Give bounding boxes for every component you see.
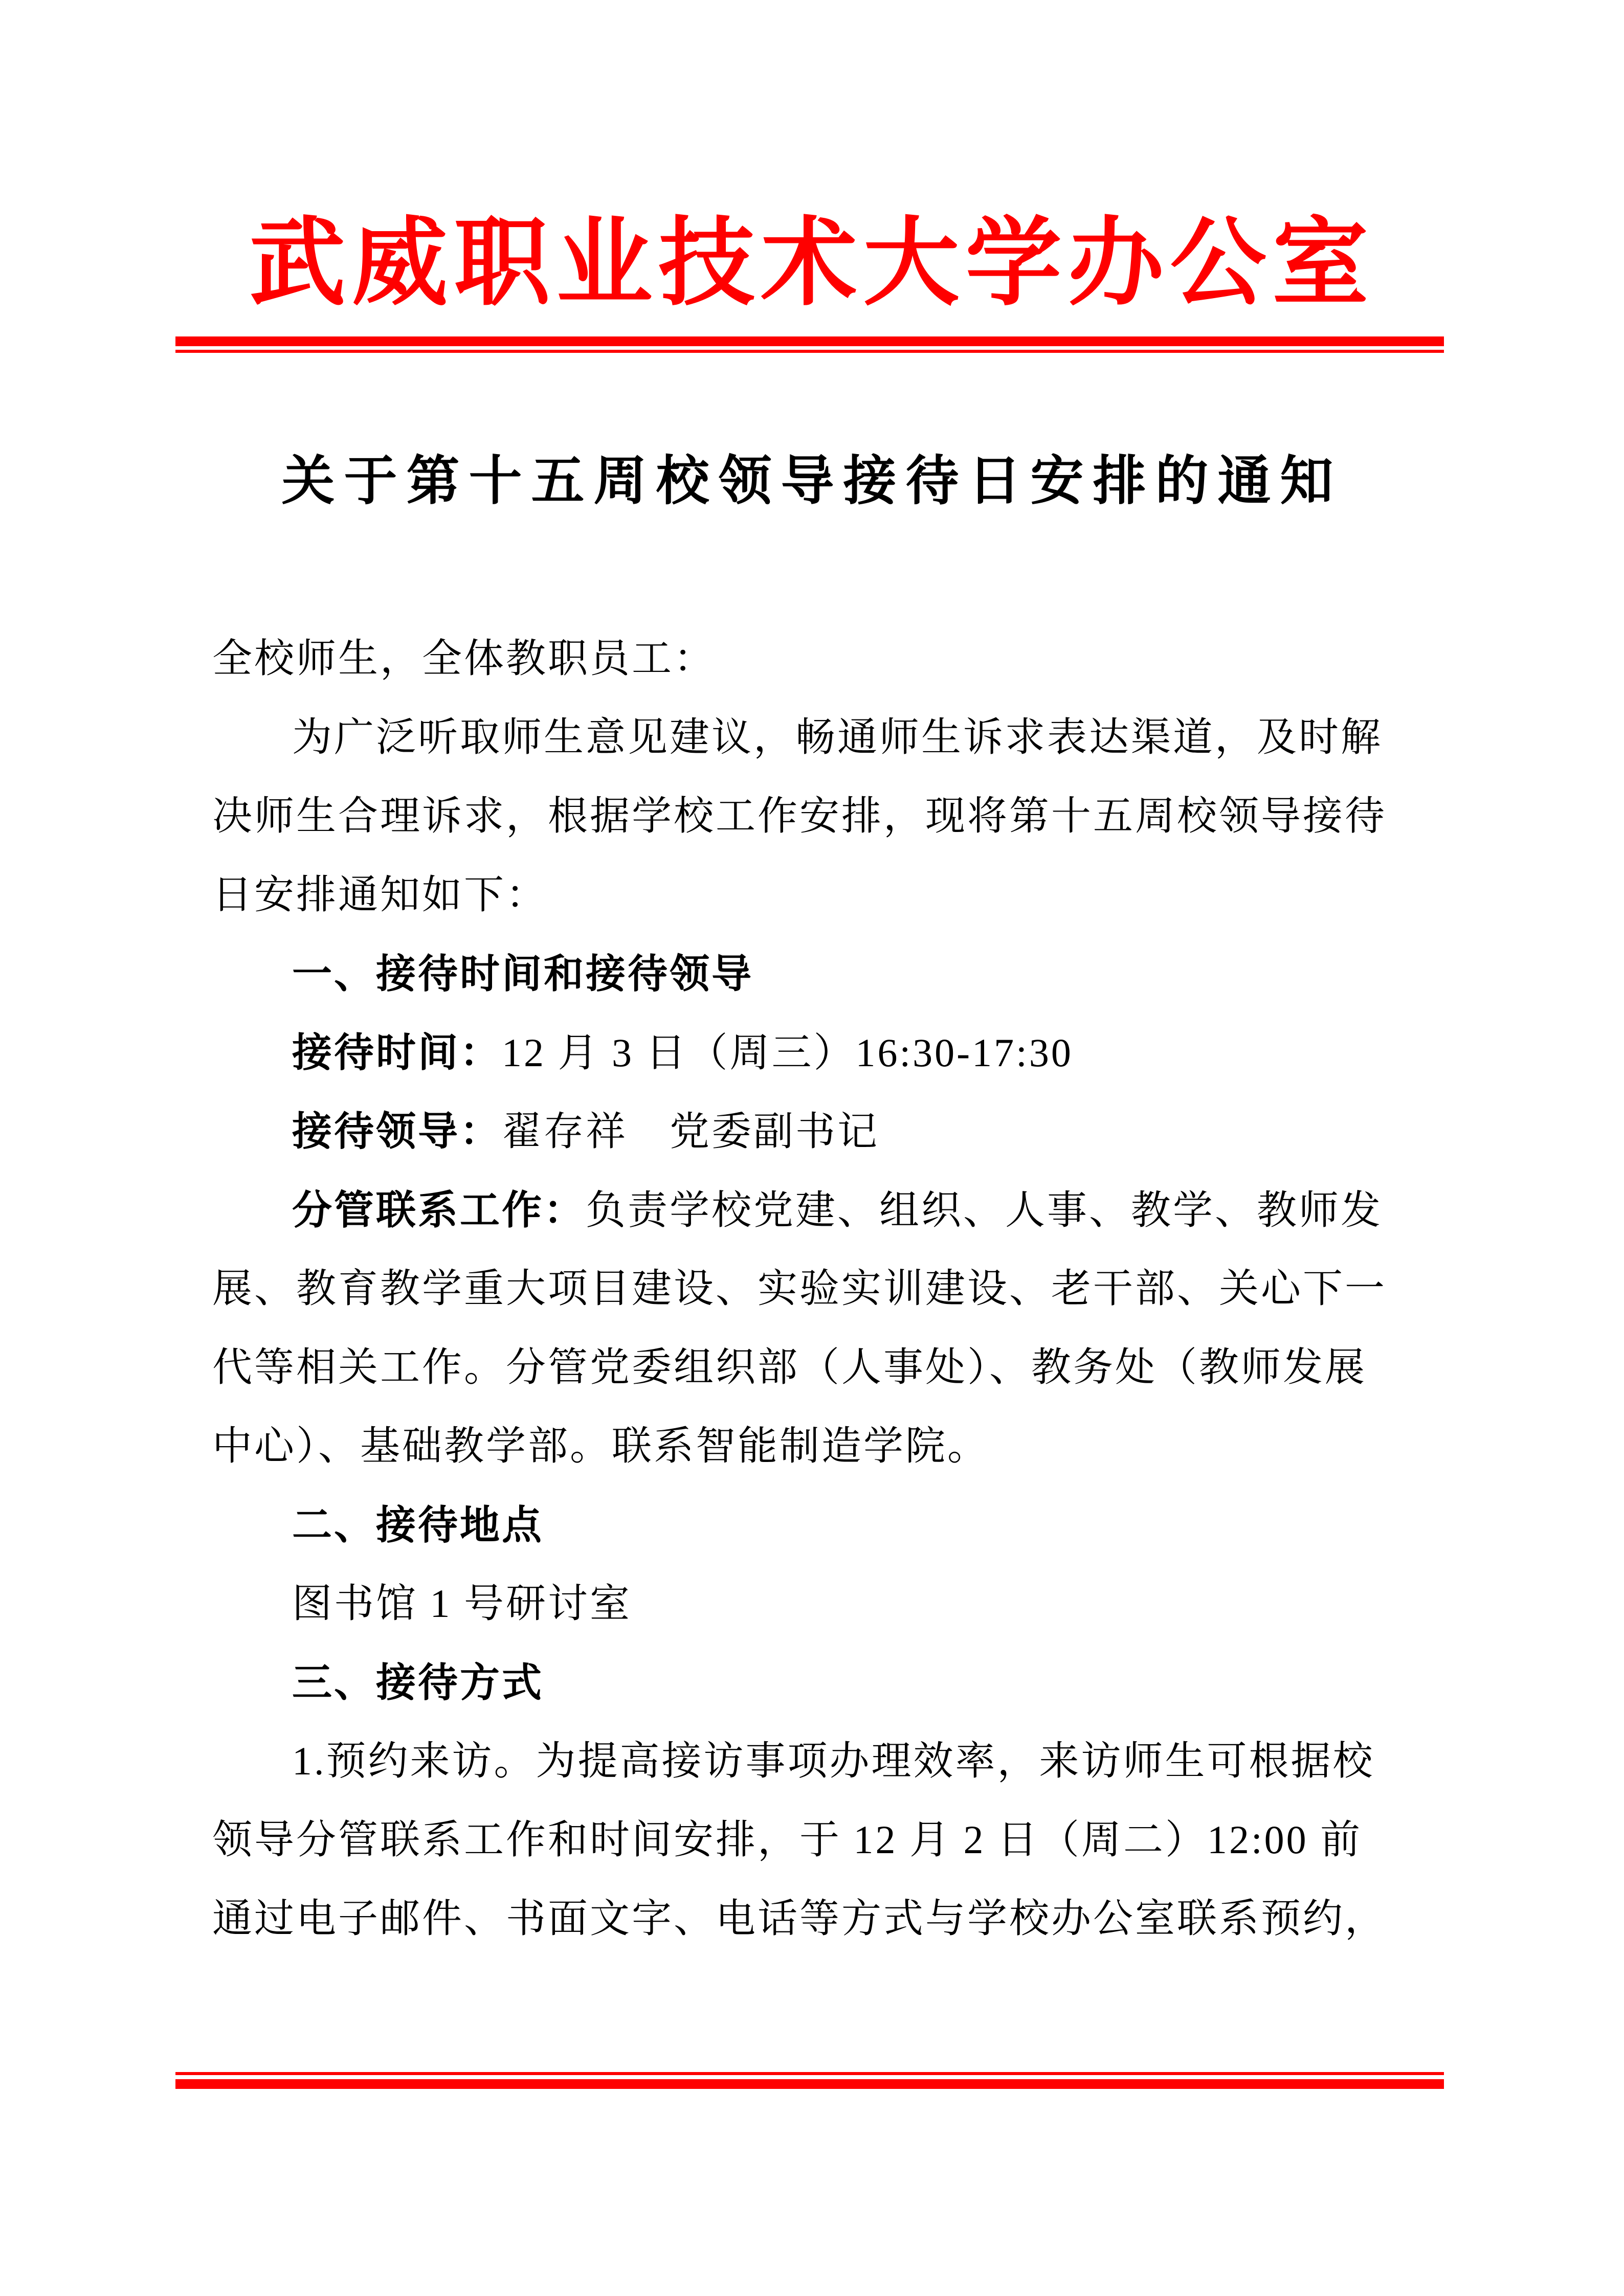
text-run: 展、教育教学重大项目建设、实验实训建设、老干部、关心下一 [212,1266,1387,1311]
text-run: 决师生合理诉求，根据学校工作安排，现将第十五周校领导接待 [212,794,1387,838]
header-separator-thick-line [175,336,1444,346]
text-run-bold: 接待时间： [292,1030,502,1075]
body-line [212,1249,1419,1328]
body-line [212,1879,1419,1958]
text-run-bold: 接待领导： [292,1109,502,1154]
body-line [212,1407,1419,1485]
body-line [212,934,1419,1013]
footer-separator-thin-line [175,2072,1444,2075]
body-line [212,856,1419,934]
footer-separator-thick-line [175,2079,1444,2089]
header-separator [175,336,1444,353]
body-line [212,1800,1419,1879]
text-run: 日安排通知如下： [212,872,548,917]
body-line [212,619,1419,698]
body-line [212,1564,1419,1643]
text-run-bold: 一、接待时间和接待领导 [292,951,754,996]
header-separator-thin-line [175,350,1444,353]
document-body [212,619,1419,1958]
body-line [212,1013,1419,1092]
letterhead-issuer: 武威职业技术大学办公室 [249,210,1375,317]
body-line [212,1170,1419,1249]
text-run: 中心）、基础教学部。联系智能制造学院。 [212,1424,990,1468]
text-run: 1.预约来访。为提高接访事项办理效率，来访师生可根据校 [292,1739,1375,1783]
text-run-bold: 分管联系工作： [292,1187,586,1232]
text-run: 全校师生，全体教职员工： [212,636,716,681]
body-line [212,1328,1419,1407]
body-line [212,1643,1419,1722]
body-line [212,1092,1419,1170]
text-run: 负责学校党建、组织、人事、教学、教师发 [586,1188,1383,1232]
text-run: 12 月 3 日（周三）16:30-17:30 [502,1030,1073,1075]
body-line [212,698,1419,777]
text-run: 图书馆 1 号研讨室 [292,1581,632,1626]
text-run-bold: 三、接待方式 [292,1660,544,1705]
text-run: 为广泛听取师生意见建议，畅通师生诉求表达渠道，及时解 [292,715,1383,759]
document-title: 关于第十五周校领导接待日安排的通知 [281,452,1343,511]
footer-separator [175,2072,1444,2089]
body-line [212,1722,1419,1800]
text-run: 代等相关工作。分管党委组织部（人事处）、教务处（教师发展 [212,1345,1367,1389]
text-run: 翟存祥 党委副书记 [502,1109,880,1154]
text-run: 通过电子邮件、书面文字、电话等方式与学校办公室联系预约， [212,1896,1387,1941]
body-line [212,1485,1419,1564]
text-run-bold: 二、接待地点 [292,1502,544,1547]
text-run: 领导分管联系工作和时间安排，于 12 月 2 日（周二）12:00 前 [212,1817,1363,1862]
body-line [212,777,1419,856]
